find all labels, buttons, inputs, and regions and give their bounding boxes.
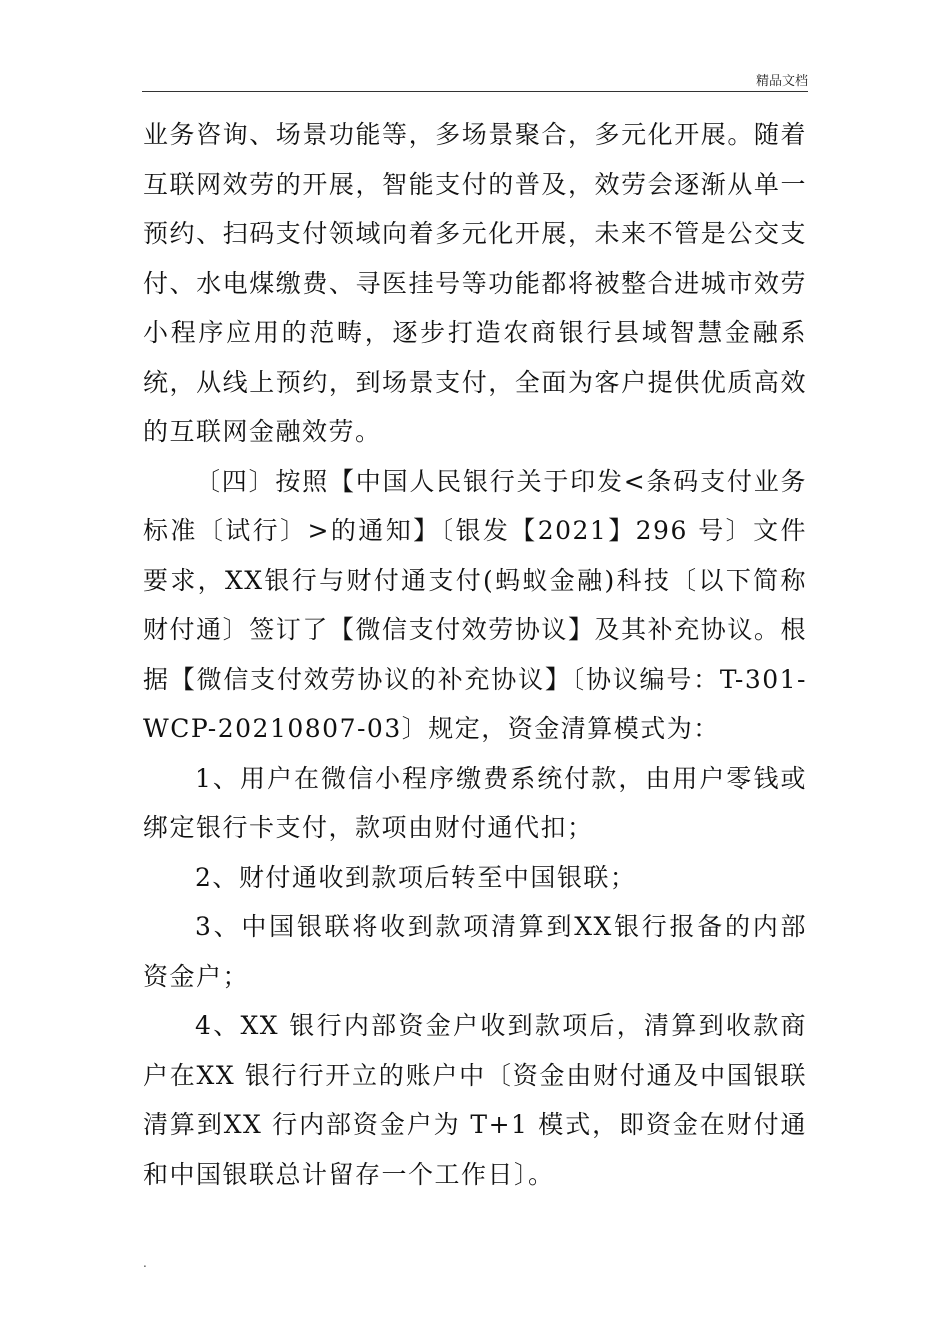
paragraph-4: 2、财付通收到款项后转至中国银联；: [195, 862, 637, 892]
header-divider: [142, 91, 808, 92]
footer-mark: .: [143, 1256, 147, 1270]
document-body: [143, 110, 807, 1199]
paragraph-1: 业务咨询、场景功能等，多场景聚合，多元化开展。随着互联网效劳的开展，智能支付的普及，效劳会逐渐从单一预约、扫码支付领域向着多元化开展，未来不管是公交支付、水电煤缴费、寻医挂号等功能都将被整合进城市效劳小程序应用的范畴，逐步打造农商银行县域智慧金融系统，从线上预约，到场景支付，全面为客户提供优质高效的互联网金融效劳。: [143, 120, 807, 446]
paragraph-6: 4、XX 银行内部资金户收到款项后，清算到收款商户在XX 银行行开立的账户中〔资金由财付通及中国银联清算到XX 行内部资金户为 T+1 模式，即资金在财付通和中国银联总计留存一个工作日〕。: [143, 1011, 807, 1189]
paragraph-3: 1、用户在微信小程序缴费系统付款，由用户零钱或绑定银行卡支付，款项由财付通代扣；: [143, 763, 807, 842]
paragraph-2: 〔四〕按照【中国人民银行关于印发<条码支付业务标准〔试行〕>的通知】〔银发【2021】296 号〕文件要求，XX银行与财付通支付(蚂蚁金融)科技〔以下简称财付通〕签订了【微信支付效劳协议】及其补充协议。根据【微信支付效劳协议的补充协议】〔协议编号：T-301-WCP-20210807-03〕规定，资金清算模式为：: [143, 466, 807, 743]
paragraph-5: 3、中国银联将收到款项清算到XX银行报备的内部资金户；: [143, 912, 807, 991]
header-label: 精品文档: [755, 74, 808, 89]
